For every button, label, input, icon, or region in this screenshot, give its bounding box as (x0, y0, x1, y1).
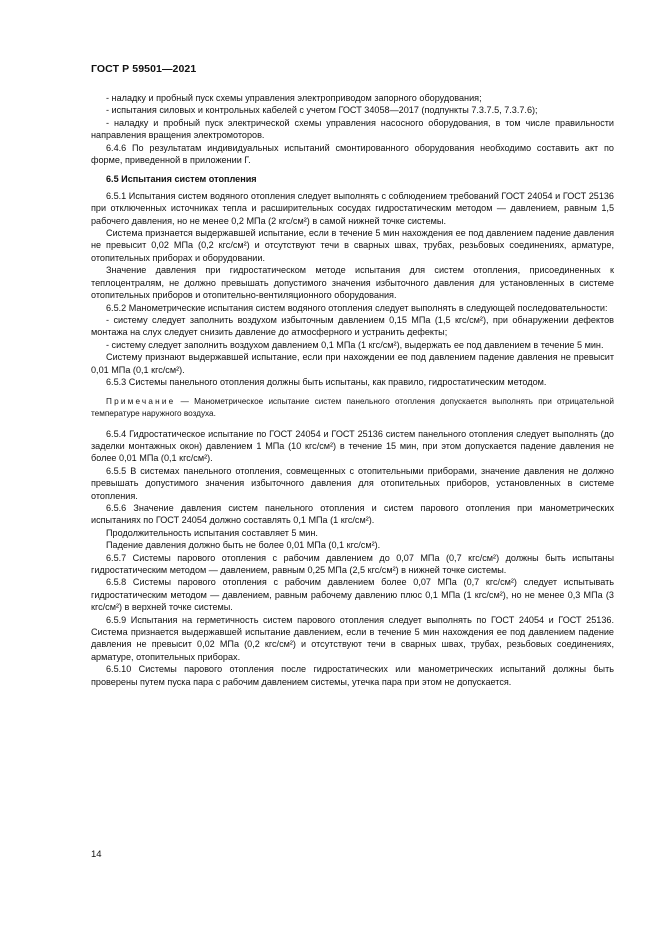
paragraph: Систему признают выдержавшей испытание, если при нахождении ее под давлением падение давления не превысит 0,01 МПа (0,1 кгс/см²). (91, 352, 614, 375)
page-number: 14 (91, 849, 102, 860)
paragraph: Продолжительность испытания составляет 5 мин. (106, 527, 318, 538)
paragraph: - испытания силовых и контрольных кабелей с учетом ГОСТ 34058—2017 (подпункты 7.3.7.5, 7.3.7.6); (106, 105, 538, 116)
paragraph: 6.5.9 Испытания на герметичность систем парового отопления следует выполнять по ГОСТ 24054 и ГОСТ 25136. Система признается выдержавшей испытание давлением, если в течение 5 мин нахождения ее под давлением падение давления не превысит 0,02 МПа (0,2 кгс/см²) и отсутствуют течи в сварных швах, трубах, резьбовых соединениях, арматуре, отопительных приборах. (91, 614, 614, 662)
paragraph: - наладку и пробный пуск электрической схемы управления насосного оборудования, в том числе правильности направления вращения электромоторов. (91, 117, 614, 141)
paragraph: 6.5.10 Системы парового отопления после гидростатических или манометрических испытаний должны быть проверены путем пуска пара с рабочим давлением системы, утечка пара при этом не допускается. (91, 664, 614, 687)
paragraph: 6.5.4 Гидростатическое испытание по ГОСТ 24054 и ГОСТ 25136 систем панельного отопления следует выполнять (до заделки монтажных окон) давлением 1 МПа (10 кгс/см²) в течение 15 мин, при этом допускается падение давления не более 0,01 МПа (0,1 кгс/см²). (91, 428, 614, 464)
paragraph: Падение давления должно быть не более 0,01 МПа (0,1 кгс/см²). (106, 540, 381, 551)
document-code: ГОСТ Р 59501—2021 (91, 63, 197, 75)
paragraph: 6.5.1 Испытания систем водяного отопления следует выполнять с соблюдением требований ГОСТ 24054 и ГОСТ 25136 при отключенных источниках тепла и расширительных сосудах гидростатическим методом — давлением, равным 1,5 рабочего давления, но не менее 0,2 МПа (2 кгс/см²) в самой нижней точке системы. (91, 190, 614, 226)
paragraph: - наладку и пробный пуск схемы управления электроприводом запорного оборудования; (106, 93, 482, 103)
paragraph: 6.5.3 Системы панельного отопления должны быть испытаны, как правило, гидростатическим методом. (106, 376, 547, 387)
paragraph: 6.5.7 Системы парового отопления с рабочим давлением до 0,07 МПа (0,7 кгс/см²) должны быть испытаны гидростатическим методом — давлением, равным 0,25 МПа (2,5 кгс/см²) в нижней точке системы. (91, 552, 614, 575)
paragraph: Значение давления при гидростатическом методе испытания для систем отопления, присоединенных к теплоцентралям, не должно превышать допустимого значения избыточного давления для установленных в системе отопительных приборов и отопительно-вентиляционного оборудования. (91, 265, 614, 301)
paragraph: 6.5.8 Системы парового отопления с рабочим давлением более 0,07 МПа (0,7 кгс/см²) следует испытывать гидростатическим методом — давлением, равным рабочему давлению плюс 0,1 МПа (1 кгс/см²), но не менее 0,3 МПа (3 кгс/см²) в верхней точке системы. (91, 577, 614, 613)
document-body (91, 92, 614, 688)
paragraph: 6.5.6 Значение давления систем панельного отопления и систем парового отопления при манометрических испытаниях по ГОСТ 24054 должно составлять 0,1 МПа (1 кгс/см²). (91, 502, 614, 526)
paragraph: - систему следует заполнить воздухом давлением 0,1 МПа (1 кгс/см²), выдержать ее под давлением в течение 5 мин. (106, 339, 604, 350)
note-text: — Манометрическое испытание систем панельного отопления допускается выполнять при отрицательной температуре наружного воздуха. (91, 397, 614, 418)
paragraph: Система признается выдержавшей испытание, если в течение 5 мин нахождения ее под давлением падение давления не превысит 0,02 МПа (0,2 кгс/см²) и отсутствуют течи в сварных швах, трубах, резьбовых соединениях, арматуре, отопительных приборах и оборудовании. (91, 228, 614, 263)
paragraph: 6.5.5 В системах панельного отопления, совмещенных с отопительными приборами, значение давления не должно превышать допустимого значения избыточного давления для отопительных приборов, установленных в системе отопления. (91, 465, 614, 501)
paragraph: 6.5.2 Манометрические испытания систем водяного отопления следует выполнять в следующей последовательности: (106, 302, 608, 313)
paragraph: - систему следует заполнить воздухом избыточным давлением 0,15 МПа (1,5 кгс/см²), при обнаружении дефектов монтажа на слух следует снизить давление до атмосферного и устранить дефекты; (91, 314, 614, 338)
paragraph: 6.4.6 По результатам индивидуальных испытаний смонтированного оборудования необходимо составить акт по форме, приведенной в приложении Г. (91, 142, 614, 166)
note-label: Примечание (106, 397, 176, 407)
section-heading: 6.5 Испытания систем отопления (106, 174, 257, 185)
note (91, 396, 614, 419)
